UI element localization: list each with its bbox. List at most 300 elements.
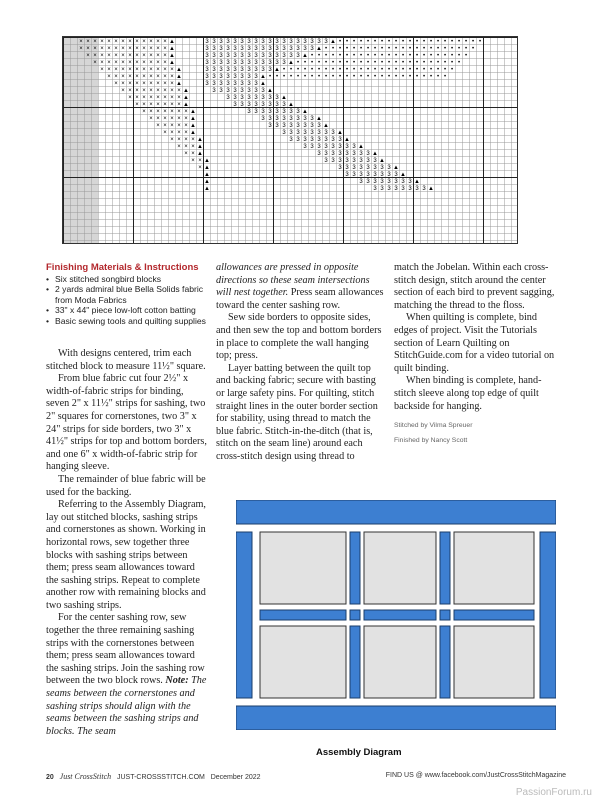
svg-text:3: 3 (261, 116, 265, 122)
sashing-strip (350, 532, 360, 604)
svg-text:3: 3 (282, 46, 286, 52)
svg-text:3: 3 (261, 109, 265, 115)
svg-text:•: • (401, 74, 405, 80)
svg-text:×: × (142, 46, 146, 52)
svg-text:×: × (121, 60, 125, 66)
svg-text:3: 3 (296, 109, 300, 115)
svg-text:×: × (142, 67, 146, 73)
svg-text:3: 3 (261, 88, 265, 94)
svg-text:×: × (149, 60, 153, 66)
text-column-3 (394, 262, 560, 445)
svg-text:×: × (100, 39, 104, 45)
svg-text:▲: ▲ (190, 123, 196, 129)
svg-text:×: × (128, 81, 132, 87)
svg-text:3: 3 (366, 172, 370, 178)
svg-text:•: • (443, 67, 447, 73)
svg-text:3: 3 (310, 130, 314, 136)
svg-text:•: • (296, 67, 300, 73)
svg-text:3: 3 (289, 130, 293, 136)
svg-text:•: • (429, 39, 433, 45)
svg-text:3: 3 (268, 95, 272, 101)
svg-text:•: • (317, 60, 321, 66)
svg-text:▲: ▲ (393, 165, 399, 171)
svg-text:×: × (79, 39, 83, 45)
svg-text:×: × (156, 60, 160, 66)
svg-text:•: • (415, 46, 419, 52)
svg-text:×: × (135, 74, 139, 80)
svg-text:•: • (338, 39, 342, 45)
svg-text:3: 3 (289, 123, 293, 129)
svg-text:×: × (100, 60, 104, 66)
svg-text:•: • (408, 53, 412, 59)
svg-text:3: 3 (338, 144, 342, 150)
svg-text:•: • (478, 39, 482, 45)
svg-text:•: • (373, 60, 377, 66)
svg-text:3: 3 (268, 123, 272, 129)
block (454, 626, 534, 698)
svg-text:▲: ▲ (204, 172, 210, 178)
svg-text:×: × (142, 74, 146, 80)
svg-text:3: 3 (289, 39, 293, 45)
paragraph (46, 612, 208, 738)
svg-text:3: 3 (219, 60, 223, 66)
svg-text:•: • (359, 39, 363, 45)
svg-text:•: • (408, 39, 412, 45)
svg-text:3: 3 (247, 95, 251, 101)
svg-text:•: • (331, 53, 335, 59)
svg-text:•: • (436, 74, 440, 80)
svg-text:3: 3 (240, 88, 244, 94)
svg-text:•: • (380, 46, 384, 52)
svg-text:▲: ▲ (190, 109, 196, 115)
svg-text:3: 3 (254, 88, 258, 94)
svg-text:▲: ▲ (183, 95, 189, 101)
svg-text:•: • (373, 67, 377, 73)
text-column-2 (216, 262, 386, 464)
svg-text:•: • (443, 53, 447, 59)
svg-text:×: × (128, 67, 132, 73)
svg-text:3: 3 (219, 46, 223, 52)
svg-text:▲: ▲ (183, 102, 189, 108)
svg-text:3: 3 (310, 123, 314, 129)
svg-text:×: × (86, 53, 90, 59)
svg-text:▲: ▲ (274, 67, 280, 73)
svg-text:3: 3 (254, 81, 258, 87)
svg-text:•: • (387, 53, 391, 59)
svg-text:•: • (394, 53, 398, 59)
svg-text:•: • (345, 67, 349, 73)
svg-text:3: 3 (289, 109, 293, 115)
svg-text:3: 3 (373, 172, 377, 178)
right-border (540, 532, 556, 698)
svg-text:3: 3 (212, 88, 216, 94)
svg-text:×: × (184, 137, 188, 143)
svg-text:3: 3 (387, 179, 391, 185)
svg-text:3: 3 (422, 186, 426, 192)
svg-text:×: × (177, 102, 181, 108)
svg-text:×: × (170, 67, 174, 73)
svg-text:3: 3 (226, 53, 230, 59)
svg-text:×: × (149, 46, 153, 52)
svg-text:×: × (170, 95, 174, 101)
svg-text:×: × (114, 53, 118, 59)
material-item: • 2 yards admiral blue Bella Solids fabric from Moda Fabrics (46, 284, 216, 305)
finishing-title: Finishing Materials & Instructions (46, 262, 199, 273)
svg-text:•: • (366, 60, 370, 66)
svg-text:×: × (184, 109, 188, 115)
svg-text:•: • (324, 67, 328, 73)
svg-text:×: × (170, 102, 174, 108)
svg-text:×: × (100, 46, 104, 52)
svg-text:×: × (121, 67, 125, 73)
svg-text:3: 3 (331, 158, 335, 164)
svg-text:×: × (121, 53, 125, 59)
svg-text:3: 3 (233, 46, 237, 52)
svg-text:3: 3 (366, 165, 370, 171)
svg-text:▲: ▲ (169, 46, 175, 52)
svg-text:•: • (401, 60, 405, 66)
svg-text:▲: ▲ (337, 130, 343, 136)
svg-text:3: 3 (373, 158, 377, 164)
svg-text:▲: ▲ (183, 88, 189, 94)
svg-text:3: 3 (247, 102, 251, 108)
svg-text:•: • (408, 46, 412, 52)
svg-text:•: • (373, 74, 377, 80)
svg-text:•: • (450, 60, 454, 66)
svg-text:•: • (345, 53, 349, 59)
svg-text:•: • (457, 46, 461, 52)
svg-text:•: • (387, 74, 391, 80)
svg-text:3: 3 (380, 186, 384, 192)
svg-text:3: 3 (303, 116, 307, 122)
svg-text:3: 3 (226, 88, 230, 94)
svg-text:•: • (429, 67, 433, 73)
svg-text:3: 3 (275, 46, 279, 52)
svg-text:3: 3 (205, 81, 209, 87)
svg-text:×: × (163, 102, 167, 108)
sashing-strip (364, 610, 436, 620)
svg-text:3: 3 (268, 46, 272, 52)
cross-stitch-chart (62, 36, 518, 244)
svg-text:×: × (156, 53, 160, 59)
svg-text:3: 3 (317, 39, 321, 45)
cornerstone (440, 610, 450, 620)
svg-text:×: × (135, 88, 139, 94)
svg-text:3: 3 (240, 53, 244, 59)
svg-text:3: 3 (226, 67, 230, 73)
svg-text:3: 3 (247, 53, 251, 59)
svg-text:•: • (394, 74, 398, 80)
svg-text:3: 3 (226, 74, 230, 80)
svg-text:×: × (163, 130, 167, 136)
watermark: PassionForum.ru (515, 787, 592, 798)
svg-text:•: • (303, 60, 307, 66)
finished-by-credit: Finished by Nancy Scott (394, 437, 468, 445)
svg-text:•: • (436, 39, 440, 45)
svg-text:•: • (289, 67, 293, 73)
magazine-name: Just CrossStitch (59, 772, 112, 781)
svg-text:•: • (352, 53, 356, 59)
svg-text:3: 3 (282, 130, 286, 136)
paragraph-italic: allowances are pressed in opposite directions so these seam intersections will nest together. (216, 262, 370, 299)
material-item: • 33" x 44" piece low-loft cotton batting (46, 305, 216, 315)
sashing-strip (350, 626, 360, 698)
svg-text:×: × (135, 102, 139, 108)
svg-text:×: × (93, 53, 97, 59)
svg-text:▲: ▲ (260, 74, 266, 80)
svg-text:×: × (100, 67, 104, 73)
svg-text:3: 3 (261, 102, 265, 108)
svg-text:•: • (436, 53, 440, 59)
svg-text:×: × (184, 130, 188, 136)
svg-text:×: × (163, 88, 167, 94)
svg-text:▲: ▲ (176, 67, 182, 73)
svg-text:×: × (170, 123, 174, 129)
svg-text:×: × (156, 102, 160, 108)
svg-text:•: • (401, 46, 405, 52)
svg-text:▲: ▲ (400, 172, 406, 178)
svg-text:•: • (464, 53, 468, 59)
svg-text:•: • (394, 60, 398, 66)
svg-text:•: • (303, 74, 307, 80)
svg-text:×: × (135, 95, 139, 101)
svg-text:•: • (359, 53, 363, 59)
svg-text:×: × (191, 158, 195, 164)
svg-text:•: • (443, 74, 447, 80)
svg-text:•: • (464, 46, 468, 52)
svg-text:•: • (352, 46, 356, 52)
svg-text:•: • (422, 39, 426, 45)
svg-text:•: • (331, 60, 335, 66)
svg-text:•: • (408, 60, 412, 66)
svg-text:▲: ▲ (379, 158, 385, 164)
svg-text:▲: ▲ (197, 151, 203, 157)
svg-text:×: × (177, 116, 181, 122)
svg-text:3: 3 (359, 179, 363, 185)
svg-text:3: 3 (240, 102, 244, 108)
svg-text:×: × (128, 53, 132, 59)
svg-text:3: 3 (345, 144, 349, 150)
svg-text:×: × (156, 88, 160, 94)
paragraph: When quilting is complete, bind edges of project. Visit the Tutorials section of Learn Quilting on StitchGuide.com for a video tutorial on quilt binding. (394, 312, 555, 374)
svg-text:•: • (422, 46, 426, 52)
svg-text:×: × (149, 88, 153, 94)
svg-text:3: 3 (296, 137, 300, 143)
svg-text:3: 3 (226, 95, 230, 101)
svg-text:3: 3 (296, 116, 300, 122)
svg-text:×: × (142, 109, 146, 115)
svg-text:▲: ▲ (169, 39, 175, 45)
svg-text:•: • (380, 74, 384, 80)
svg-text:•: • (415, 74, 419, 80)
svg-text:3: 3 (352, 158, 356, 164)
svg-text:3: 3 (310, 137, 314, 143)
svg-text:3: 3 (296, 46, 300, 52)
svg-text:×: × (114, 74, 118, 80)
svg-text:3: 3 (352, 172, 356, 178)
svg-text:×: × (149, 102, 153, 108)
svg-text:•: • (352, 74, 356, 80)
svg-text:3: 3 (219, 39, 223, 45)
svg-text:×: × (170, 130, 174, 136)
svg-text:•: • (401, 67, 405, 73)
svg-text:3: 3 (205, 67, 209, 73)
svg-text:•: • (436, 46, 440, 52)
svg-text:×: × (163, 116, 167, 122)
svg-text:3: 3 (303, 130, 307, 136)
svg-text:•: • (429, 46, 433, 52)
svg-text:▲: ▲ (169, 60, 175, 66)
svg-text:×: × (142, 39, 146, 45)
svg-text:×: × (184, 123, 188, 129)
svg-text:•: • (471, 46, 475, 52)
svg-text:3: 3 (240, 81, 244, 87)
svg-text:•: • (338, 53, 342, 59)
svg-text:▲: ▲ (169, 53, 175, 59)
svg-text:×: × (170, 74, 174, 80)
svg-text:3: 3 (380, 172, 384, 178)
svg-text:3: 3 (324, 39, 328, 45)
svg-text:×: × (128, 95, 132, 101)
svg-text:3: 3 (219, 67, 223, 73)
svg-text:3: 3 (254, 46, 258, 52)
paragraph: Sew side borders to opposite sides, and then sew the top and bottom borders in place to complete the wall hanging top; press. (216, 312, 382, 362)
svg-text:3: 3 (219, 88, 223, 94)
svg-text:3: 3 (254, 95, 258, 101)
svg-text:•: • (331, 46, 335, 52)
svg-text:×: × (163, 46, 167, 52)
svg-text:3: 3 (338, 137, 342, 143)
svg-text:•: • (324, 46, 328, 52)
svg-text:3: 3 (268, 39, 272, 45)
svg-text:•: • (366, 67, 370, 73)
svg-text:3: 3 (226, 39, 230, 45)
svg-text:3: 3 (310, 116, 314, 122)
svg-text:•: • (471, 39, 475, 45)
svg-text:•: • (429, 53, 433, 59)
svg-text:3: 3 (359, 151, 363, 157)
svg-text:×: × (149, 67, 153, 73)
facebook-link[interactable]: FIND US @ www.facebook.com/JustCrossStitchMagazine (385, 772, 566, 779)
svg-text:3: 3 (387, 165, 391, 171)
svg-text:•: • (317, 67, 321, 73)
svg-text:×: × (149, 39, 153, 45)
sashing-strip (260, 610, 346, 620)
svg-text:×: × (191, 144, 195, 150)
svg-text:×: × (135, 53, 139, 59)
svg-text:×: × (177, 137, 181, 143)
svg-text:•: • (408, 74, 412, 80)
svg-text:×: × (79, 46, 83, 52)
svg-text:▲: ▲ (190, 130, 196, 136)
svg-text:•: • (373, 53, 377, 59)
svg-text:•: • (296, 74, 300, 80)
svg-text:×: × (149, 116, 153, 122)
assembly-diagram (236, 500, 556, 730)
svg-text:•: • (464, 39, 468, 45)
site-url[interactable]: JUST-CROSSSTITCH.COM (116, 774, 205, 781)
svg-text:3: 3 (219, 53, 223, 59)
svg-text:3: 3 (289, 46, 293, 52)
svg-text:▲: ▲ (372, 151, 378, 157)
svg-text:×: × (142, 60, 146, 66)
svg-text:3: 3 (254, 39, 258, 45)
svg-text:×: × (142, 88, 146, 94)
svg-text:3: 3 (261, 53, 265, 59)
svg-text:3: 3 (233, 60, 237, 66)
svg-text:•: • (324, 60, 328, 66)
svg-text:3: 3 (226, 46, 230, 52)
svg-text:•: • (359, 74, 363, 80)
svg-text:•: • (450, 53, 454, 59)
svg-text:×: × (177, 95, 181, 101)
svg-text:3: 3 (247, 81, 251, 87)
svg-text:3: 3 (324, 158, 328, 164)
svg-text:3: 3 (226, 81, 230, 87)
svg-text:×: × (163, 81, 167, 87)
svg-text:3: 3 (366, 179, 370, 185)
svg-text:•: • (422, 60, 426, 66)
svg-text:3: 3 (219, 74, 223, 80)
paragraph-text: For the center sashing row, sew together the three remaining sashing strips with the cornerstones between them; press seam allowances toward the sashing strips. Join the sashing row between the two block rows. (46, 612, 205, 687)
svg-text:×: × (184, 144, 188, 150)
svg-text:3: 3 (212, 60, 216, 66)
svg-text:•: • (387, 60, 391, 66)
svg-text:×: × (163, 67, 167, 73)
svg-text:×: × (121, 46, 125, 52)
page-number: 20 (46, 774, 54, 781)
svg-text:•: • (366, 39, 370, 45)
svg-text:×: × (121, 88, 125, 94)
svg-text:3: 3 (275, 39, 279, 45)
svg-text:×: × (149, 81, 153, 87)
svg-text:×: × (170, 88, 174, 94)
svg-text:3: 3 (282, 102, 286, 108)
svg-text:•: • (366, 53, 370, 59)
svg-text:×: × (156, 95, 160, 101)
svg-text:3: 3 (254, 67, 258, 73)
svg-text:▲: ▲ (323, 123, 329, 129)
svg-text:•: • (338, 67, 342, 73)
block (364, 532, 436, 604)
svg-text:3: 3 (380, 165, 384, 171)
svg-text:3: 3 (212, 74, 216, 80)
sashing-strip (440, 532, 450, 604)
svg-text:3: 3 (387, 172, 391, 178)
svg-text:3: 3 (324, 151, 328, 157)
svg-text:×: × (156, 46, 160, 52)
svg-text:3: 3 (226, 60, 230, 66)
svg-text:•: • (345, 60, 349, 66)
svg-text:•: • (296, 60, 300, 66)
svg-text:3: 3 (338, 165, 342, 171)
svg-text:3: 3 (282, 39, 286, 45)
svg-text:▲: ▲ (204, 158, 210, 164)
sashing-strip (440, 626, 450, 698)
svg-text:3: 3 (345, 151, 349, 157)
svg-text:×: × (198, 165, 202, 171)
svg-text:3: 3 (373, 165, 377, 171)
svg-text:▲: ▲ (176, 74, 182, 80)
svg-text:•: • (415, 53, 419, 59)
svg-text:▲: ▲ (302, 109, 308, 115)
paragraph: Layer batting between the quilt top and backing fabric; secure with basting or large safety pins. For quilting, stitch straight lines in the outer border section for stability, using thread to match the blue fabric. Stitch-in-the-ditch (that is, stitch on the seam line) around each cross-stitch design using thread to (216, 362, 378, 462)
svg-text:×: × (121, 81, 125, 87)
svg-text:3: 3 (212, 53, 216, 59)
svg-text:3: 3 (373, 179, 377, 185)
svg-text:×: × (86, 46, 90, 52)
svg-text:3: 3 (289, 53, 293, 59)
